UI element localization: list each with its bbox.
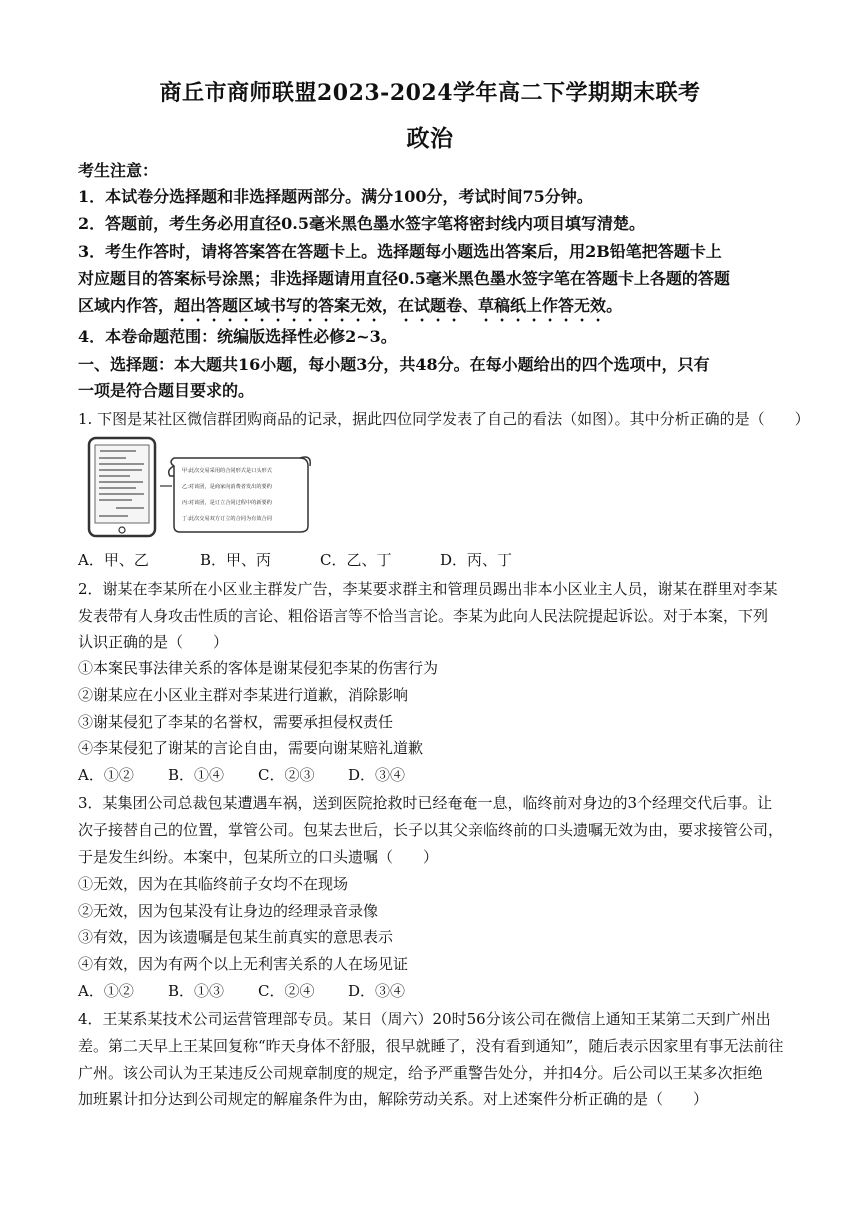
q3-line-2: 次子接替自己的位置，掌管公司。包某去世后，长子以其父亲临终前的口头遗嘱无效为由，要求接管公司， [78, 821, 784, 839]
option-c: C．②④ [258, 982, 315, 1000]
notice-item-3-line-3 [78, 295, 788, 325]
notice-text: 区域内作答， [78, 296, 175, 315]
q2-statement-4: ④李某侵犯了谢某的言论自由，需要向谢某赔礼道歉 [78, 739, 424, 757]
q3-line-1: 3．某集团公司总裁包某遭遇车祸，送到医院抢救时已经奄奄一息，临终前对身边的3个经理交代后事。让 [78, 794, 773, 812]
option-b: B．①③ [168, 982, 225, 1000]
option-d: D．丙、丁 [440, 551, 513, 569]
option-b: B．甲、丙 [200, 551, 272, 569]
notice-item-2: 2．答题前，考生务必用直径0.5毫米黑色墨水签字笔将密封线内项目填写清楚。 [78, 214, 645, 233]
q1-options [78, 549, 512, 570]
scroll-line: 丙:对该团，是订立合同过程中的新要约 [182, 500, 272, 506]
option-d: D．③④ [348, 766, 406, 784]
q2-statement-2: ②谢某应在小区业主群对李某进行道歉，消除影响 [78, 686, 409, 704]
option-b: B．①④ [168, 766, 225, 784]
notice-item-3-line-2: 对应题目的答案标号涂黑；非选择题请用直径0.5毫米黑色墨水签字笔在答题卡上各题的答题 [78, 269, 730, 288]
notice-text: ， [382, 296, 399, 315]
q3-statement-4: ④有效，因为有两个以上无利害关系的人在场见证 [78, 955, 409, 973]
q4-line-1: 4．王某系某技术公司运营管理部专员。某日（周六）20时56分该公司在微信上通知王某第二天到广州出 [78, 1010, 771, 1028]
q4-line-2: 差。第二天早上王某回复称“昨天身体不舒服，很早就睡了，没有看到通知”，随后表示因家里有事无法前往 [78, 1037, 784, 1055]
q3-options [78, 980, 405, 1001]
section-1-line-1: 一、选择题：本大题共16小题，每小题3分，共48分。在每小题给出的四个选项中，只有 [78, 355, 710, 374]
option-c: C．乙、丁 [320, 551, 392, 569]
notice-item-3-line-1: 3．考生作答时，请将答案答在答题卡上。选择题每小题选出答案后，用2B铅笔把答题卡上 [78, 242, 722, 261]
section-1-line-2: 一项是符合题目要求的。 [78, 381, 255, 400]
notice-item-4: 4．本卷命题范围：统编版选择性必修2~3。 [78, 327, 397, 346]
q2-statement-3: ③谢某侵犯了李某的名誉权，需要承担侵权责任 [78, 713, 394, 731]
q1-stem: 1. 下图是某社区微信群团购商品的记录，据此四位同学发表了自己的看法（如图）。其中分析正确的是（ ） [78, 410, 810, 428]
notice-text: 。 [606, 296, 623, 315]
q2-line-2: 发表带有人身攻击性质的言论、粗俗语言等不恰当言论。李某为此向人民法院提起诉讼。对于本案，下列 [78, 607, 769, 625]
scroll-line: 甲:此次交易采用的合同形式是口头形式 [182, 468, 272, 474]
q2-options [78, 764, 405, 785]
scroll-line: 乙:对该团，是商家向消费者发出的要约 [182, 484, 272, 490]
emphasis-text: 超出答题区域书写的答案无效 [174, 296, 383, 315]
q2-statement-1: ①本案民事法律关系的客体是谢某侵犯李某的伤害行为 [78, 659, 439, 677]
option-a: A．①② [78, 982, 134, 1000]
q3-line-3: 于是发生纠纷。本案中，包某所立的口头遗嘱（ ） [78, 848, 439, 866]
scroll-illustration [160, 457, 310, 532]
emphasis-text: 在试题卷、草稿纸上作答无效 [398, 296, 607, 315]
option-a: A．甲、乙 [78, 551, 149, 569]
q1-figure [86, 436, 316, 540]
q4-line-4: 加班累计扣分达到公司规定的解雇条件为由，解除劳动关系。对上述案件分析正确的是（ ） [78, 1090, 709, 1108]
q4-line-3: 广州。该公司认为王某违反公司规章制度的规定，给予严重警告处分，并扣4分。后公司以王某多次拒绝 [78, 1064, 763, 1082]
option-c: C．②③ [258, 766, 315, 784]
q2-line-3: 认识正确的是（ ） [78, 633, 229, 651]
q3-statement-2: ②无效，因为包某没有让身边的经理录音录像 [78, 902, 379, 920]
q3-statement-3: ③有效，因为该遗嘱是包某生前真实的意思表示 [78, 928, 394, 946]
subject-title: 政治 [406, 125, 454, 152]
q3-statement-1: ①无效，因为在其临终前子女均不在现场 [78, 875, 349, 893]
notice-item-1: 1．本试卷分选择题和非选择题两部分。满分100分，考试时间75分钟。 [78, 187, 593, 206]
q2-line-1: 2．谢某在李某所在小区业主群发广告，李某要求群主和管理员踢出非本小区业主人员，谢某在群里对李某 [78, 580, 778, 598]
option-a: A．①② [78, 766, 134, 784]
scroll-line: 丁:此次交易双方订立的合同为有效合同 [182, 516, 272, 522]
exam-title: 商丘市商师联盟2023-2024学年高二下学期期末联考 [159, 80, 701, 106]
phone-illustration [89, 438, 155, 536]
option-d: D．③④ [348, 982, 406, 1000]
notice-heading: 考生注意： [78, 161, 159, 180]
